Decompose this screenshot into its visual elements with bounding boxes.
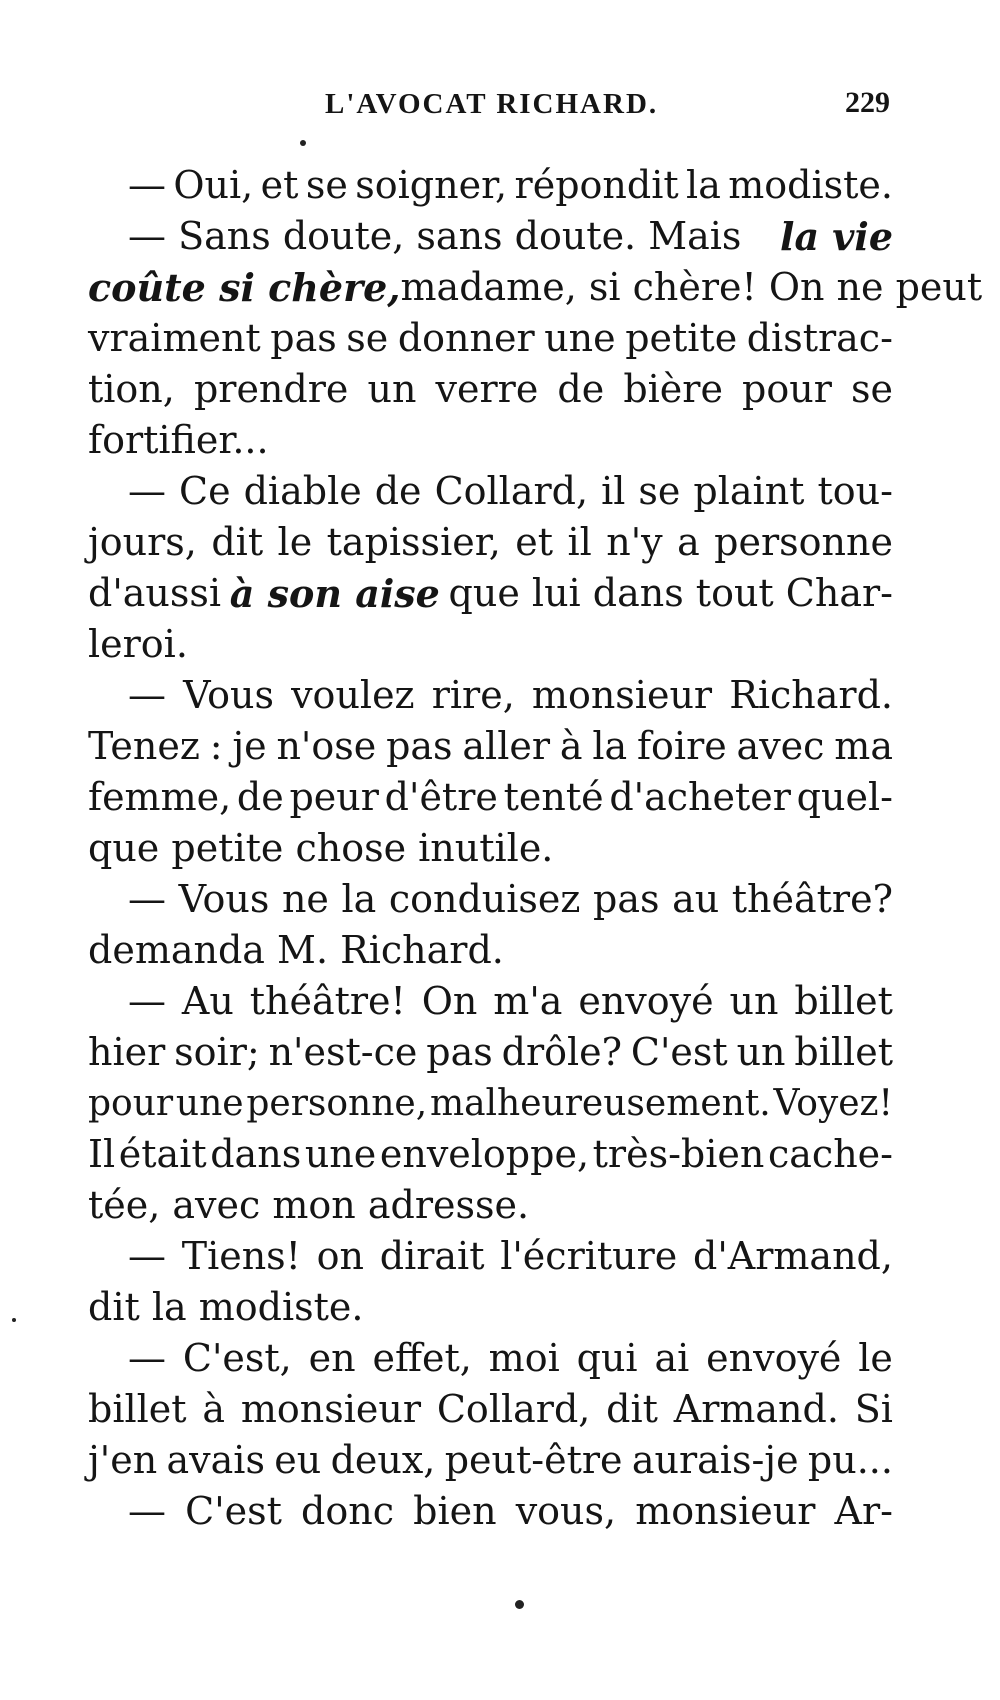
word: vous,	[515, 1489, 617, 1533]
text-span: dit la modiste.	[88, 1285, 364, 1329]
word: envoyé	[578, 979, 714, 1023]
word: bière	[623, 367, 723, 411]
word: qui	[576, 1336, 638, 1380]
text-line	[88, 772, 893, 823]
word: répondit	[514, 163, 679, 207]
word: Collard,	[434, 469, 589, 513]
italic-span: coûte si chère,	[88, 265, 401, 310]
word: a	[677, 520, 700, 564]
word: drôle?	[501, 1030, 623, 1074]
word: —	[128, 877, 166, 921]
text-span: madame, si chère! On ne peut	[400, 265, 983, 309]
text-line	[88, 568, 893, 619]
print-speck	[300, 140, 306, 146]
text-line	[88, 1333, 893, 1384]
word: théâtre?	[731, 877, 893, 921]
print-speck	[12, 1318, 16, 1322]
word: tou-	[817, 469, 893, 513]
text-line	[88, 1078, 893, 1129]
word: d'Armand,	[693, 1234, 893, 1278]
text-line	[88, 1027, 893, 1078]
text-span: — Sans doute, sans doute. Mais	[128, 214, 742, 258]
text-span: fortifier...	[88, 418, 269, 462]
word: conduisez	[388, 877, 581, 921]
word: d'être	[384, 775, 498, 819]
word: j'en	[88, 1438, 158, 1482]
word: un	[729, 979, 779, 1023]
word: le	[858, 1336, 893, 1380]
text-line	[88, 925, 893, 976]
word: m'a	[493, 979, 563, 1023]
text-line	[88, 823, 893, 874]
text-line	[88, 211, 893, 262]
word: en	[308, 1336, 356, 1380]
word: jours,	[88, 520, 197, 564]
word: monsieur	[635, 1489, 816, 1533]
text-span: que lui dans tout Char-	[448, 571, 893, 615]
text-line	[88, 517, 893, 568]
italic-span: la vie	[780, 214, 893, 259]
word: ai	[654, 1336, 690, 1380]
word: bien	[413, 1489, 497, 1533]
word: prendre	[193, 367, 349, 411]
word: Vous	[178, 877, 270, 921]
word: Voyez!	[773, 1083, 893, 1124]
word: donc	[301, 1489, 394, 1533]
word: eu	[274, 1438, 322, 1482]
word: à	[559, 724, 583, 768]
text-line	[88, 1486, 893, 1537]
word: dit	[606, 1387, 658, 1431]
word: la	[592, 724, 628, 768]
word: billet	[794, 979, 893, 1023]
word: envoyé	[706, 1336, 842, 1380]
word: Oui,	[173, 163, 254, 207]
word: Ar-	[834, 1489, 893, 1533]
word: une	[544, 316, 616, 360]
word: cache-	[767, 1132, 893, 1176]
text-line	[88, 1282, 893, 1333]
word: :	[209, 724, 223, 768]
text-line	[88, 1384, 893, 1435]
word: petite	[625, 316, 738, 360]
word: n'est-ce	[268, 1030, 418, 1074]
word: —	[128, 1336, 166, 1380]
word: un	[736, 1030, 786, 1074]
text-body	[88, 160, 983, 1537]
word: et	[515, 520, 553, 564]
word: avec	[736, 724, 825, 768]
word: femme,	[88, 775, 232, 819]
word: pas	[426, 1030, 493, 1074]
word: Vous	[183, 673, 274, 717]
text-span: demanda M. Richard.	[88, 928, 504, 972]
word: enveloppe,	[379, 1132, 590, 1176]
word: se	[850, 367, 893, 411]
text-line	[88, 262, 983, 313]
word: était	[118, 1132, 207, 1176]
word: moi	[488, 1336, 560, 1380]
text-line	[88, 1180, 893, 1231]
text-line	[88, 313, 893, 364]
word: deux,	[330, 1438, 436, 1482]
word: aurais-je	[631, 1438, 799, 1482]
word: aller	[462, 724, 551, 768]
word: Il	[88, 1132, 116, 1176]
word: monsieur	[240, 1387, 422, 1431]
word: une	[175, 1083, 244, 1124]
word: un	[367, 367, 417, 411]
page-number: 229	[845, 86, 890, 119]
text-line	[88, 1435, 893, 1486]
word: tenté	[503, 775, 604, 819]
word: la	[341, 877, 377, 921]
text-span: d'aussi	[88, 571, 222, 615]
print-speck	[515, 1600, 524, 1609]
word: rire,	[431, 673, 515, 717]
word: je	[232, 724, 267, 768]
word: le	[277, 520, 313, 564]
word: hier	[88, 1030, 166, 1074]
word: théâtre!	[249, 979, 406, 1023]
word: dit	[211, 520, 264, 564]
text-span: tée, avec mon adresse.	[88, 1183, 530, 1227]
word: peut-être	[444, 1438, 623, 1482]
word: Tiens!	[181, 1234, 301, 1278]
word: C'est	[185, 1489, 282, 1533]
word: —	[128, 1489, 166, 1533]
word: il	[567, 520, 592, 564]
word: pour	[88, 1083, 174, 1124]
word: peur	[289, 775, 379, 819]
text-line	[88, 1129, 893, 1180]
word: foire	[636, 724, 727, 768]
word: soir;	[174, 1030, 260, 1074]
text-line	[88, 1231, 893, 1282]
word: avais	[166, 1438, 265, 1482]
word: billet	[794, 1030, 893, 1074]
word: l'écriture	[500, 1234, 678, 1278]
word: d'acheter	[609, 775, 791, 819]
word: —	[128, 469, 166, 513]
word: vraiment	[88, 316, 261, 360]
italic-span: à son aise	[229, 571, 440, 616]
text-line	[88, 670, 893, 721]
word: effet,	[372, 1336, 472, 1380]
word: il	[601, 469, 626, 513]
text-line	[88, 364, 893, 415]
word: —	[128, 163, 166, 207]
word: très-bien	[592, 1132, 765, 1176]
word: C'est,	[182, 1336, 292, 1380]
text-span: leroi.	[88, 622, 188, 666]
word: malheureusement.	[429, 1083, 771, 1124]
word: dirait	[379, 1234, 485, 1278]
word: On	[421, 979, 478, 1023]
word: pu...	[807, 1438, 893, 1482]
word: —	[128, 673, 166, 717]
word: Richard.	[729, 673, 893, 717]
word: et	[260, 163, 299, 207]
word: ne	[281, 877, 329, 921]
word: verre	[435, 367, 539, 411]
word: de	[374, 469, 422, 513]
word: soigner,	[355, 163, 508, 207]
word: Ce	[179, 469, 231, 513]
word: Au	[181, 979, 234, 1023]
text-span: que petite chose inutile.	[88, 826, 554, 870]
text-line	[88, 874, 893, 925]
word: —	[128, 1234, 166, 1278]
text-line	[88, 976, 893, 1027]
word: n'ose	[276, 724, 377, 768]
word: tion,	[88, 367, 175, 411]
word: billet	[88, 1387, 187, 1431]
word: pas	[270, 316, 337, 360]
word: voulez	[291, 673, 415, 717]
word: plaint	[693, 469, 805, 513]
word: monsieur	[531, 673, 713, 717]
word: personne	[714, 520, 893, 564]
word: ma	[834, 724, 893, 768]
word: pas	[593, 877, 660, 921]
word: Collard,	[436, 1387, 591, 1431]
word: on	[316, 1234, 365, 1278]
word: se	[305, 163, 348, 207]
text-line	[88, 619, 893, 670]
word: personne,	[246, 1083, 428, 1124]
word: diable	[243, 469, 362, 513]
word: donner	[397, 316, 535, 360]
text-line	[88, 160, 893, 211]
word: distrac-	[746, 316, 893, 360]
word: se	[346, 316, 389, 360]
word: quel-	[796, 775, 893, 819]
text-line	[88, 721, 893, 772]
word: de	[557, 367, 605, 411]
word: —	[128, 979, 166, 1023]
word: une	[304, 1132, 377, 1176]
word: tapissier,	[326, 520, 501, 564]
word: Armand.	[673, 1387, 839, 1431]
text-line	[88, 415, 893, 466]
word: la	[686, 163, 721, 207]
word: se	[638, 469, 681, 513]
word: Si	[854, 1387, 893, 1431]
word: dans	[210, 1132, 302, 1176]
text-line	[88, 466, 893, 517]
word: C'est	[630, 1030, 728, 1074]
word: à	[202, 1387, 226, 1431]
word: au	[672, 877, 720, 921]
word: modiste.	[728, 163, 893, 207]
word: n'y	[606, 520, 663, 564]
word: de	[236, 775, 284, 819]
word: Tenez	[88, 724, 200, 768]
word: pas	[386, 724, 453, 768]
word: pour	[742, 367, 832, 411]
running-title: L'AVOCAT RICHARD.	[325, 88, 659, 120]
